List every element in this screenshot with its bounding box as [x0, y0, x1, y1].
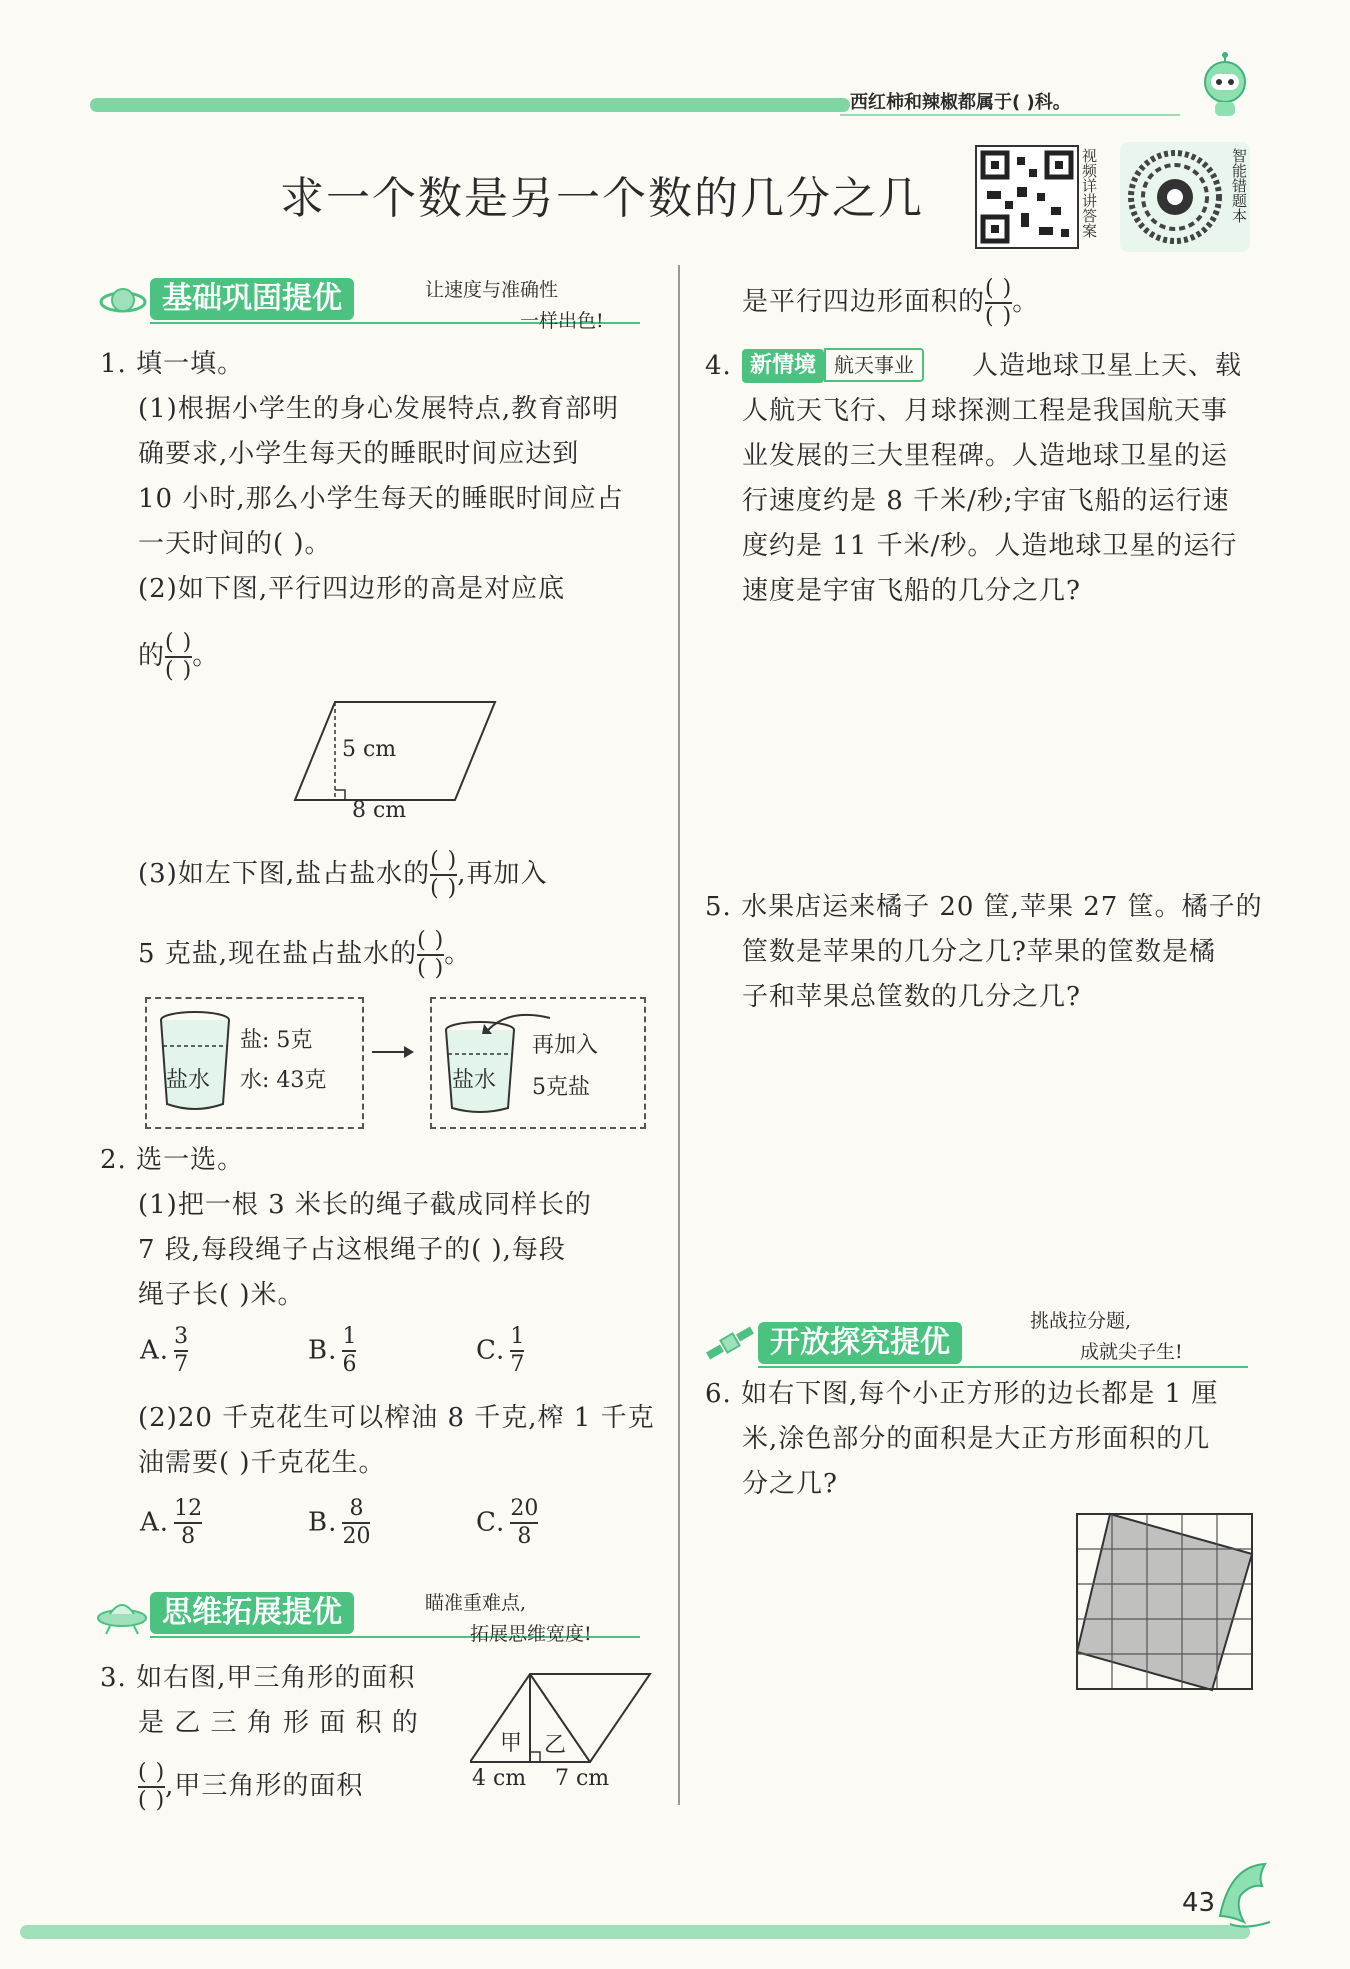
q5-line3: 子和苹果总筐数的几分之几?: [742, 982, 1081, 1012]
option-fraction: [510, 1324, 524, 1378]
q4-line4: 行速度约是 8 千米/秒;宇宙飞船的运行速: [742, 486, 1230, 516]
q4-line6: 速度是宇宙飞船的几分之几?: [742, 576, 1081, 606]
q3-line3: [138, 1760, 363, 1814]
cup1-water: 水: 43克: [240, 1068, 327, 1093]
planet-icon: [98, 278, 148, 324]
cup2-add-line1: 再加入: [532, 1033, 599, 1058]
q2-p2-line2: 油需要( )千克花生。: [138, 1448, 386, 1478]
q1-p2-line1: (2)如下图,平行四边形的高是对应底: [138, 574, 566, 604]
section-thinking-slogan1: 瞄准重难点,: [425, 1592, 527, 1614]
q4-line3: 业发展的三大里程碑。人造地球卫星的运: [742, 441, 1229, 471]
q3-text-b: ,甲三角形的面积: [165, 1771, 364, 1801]
frac-num: 1: [342, 1324, 357, 1349]
frac-den: 7: [510, 1352, 525, 1377]
q3-cont-text-a: 是平行四边形面积的: [742, 287, 986, 317]
q1-title: 1. 填一填。: [100, 349, 245, 379]
qr1-label: 视频详讲答案: [1080, 148, 1098, 238]
q2-p1-option-a[interactable]: [140, 1324, 188, 1378]
q2-title: 2. 选一选。: [100, 1145, 245, 1175]
q4-tag-topic: 航天事业: [824, 348, 924, 382]
frac-den: 20: [342, 1524, 371, 1549]
arrow-right-icon: [370, 1044, 414, 1060]
frac-num: ( ): [430, 848, 458, 873]
frac-num: 8: [349, 1496, 364, 1521]
q1-p1-line4: 一天时间的( )。: [138, 529, 332, 559]
frac-den: 8: [510, 1522, 538, 1550]
section-open-slogan1: 挑战拉分题,: [1030, 1310, 1132, 1332]
q3-line1: 3. 如右图,甲三角形的面积: [100, 1663, 416, 1693]
q5-line1: 5. 水果店运来橘子 20 筐,苹果 27 筐。橘子的: [705, 892, 1263, 922]
q1-p3-text-d: 。: [444, 939, 472, 969]
q4-tags: [742, 348, 924, 383]
cup1-salt: 盐: 5克: [240, 1028, 313, 1053]
q1-p3-text-c: 5 克盐,现在盐占盐水的: [138, 939, 418, 969]
section-basic-banner: 基础巩固提优: [150, 278, 354, 320]
qr2-label: 智能错题本: [1230, 148, 1248, 223]
q1-p2-line2: [138, 630, 219, 684]
q1-p2-text-a: 的: [138, 641, 166, 671]
page-number: 43: [1182, 1888, 1216, 1918]
cup1-label: 盐水: [166, 1068, 211, 1093]
qr-round-icon: [1120, 142, 1230, 252]
q4-tag-new-context: 新情境: [742, 349, 824, 383]
option-label: C.: [476, 1507, 506, 1538]
shaded-square: [1077, 1514, 1252, 1690]
grid-square-figure: [1075, 1512, 1257, 1694]
q2-p1-line1: (1)把一根 3 米长的绳子截成同样长的: [138, 1190, 592, 1220]
q1-p3-fraction-blank-2[interactable]: [417, 928, 444, 982]
q4-number: 4.: [705, 351, 732, 381]
q1-p3-text-a: (3)如左下图,盐占盐水的: [138, 859, 431, 889]
option-label: B.: [308, 1507, 338, 1538]
header-underline: [840, 114, 1180, 116]
q3-cont-text-b: 。: [1012, 287, 1040, 317]
q1-p3-line1: [138, 848, 548, 902]
q6-line2: 米,涂色部分的面积是大正方形面积的几: [742, 1424, 1211, 1454]
section-open-banner: 开放探究提优: [758, 1322, 962, 1364]
column-divider: [678, 265, 680, 1805]
fig-base-label: 8 cm: [352, 798, 407, 823]
frac-den: ( ): [417, 956, 445, 981]
q3-fraction-blank-1[interactable]: [138, 1760, 165, 1814]
fig-yi-label: 乙: [544, 1733, 567, 1758]
cup2-label: 盐水: [452, 1068, 497, 1093]
frac-den: 6: [342, 1352, 357, 1377]
q1-p3-line2: [138, 928, 471, 982]
q2-p2-option-c[interactable]: [476, 1496, 538, 1550]
satellite-icon: [705, 1322, 755, 1366]
q1-p1-line2: 确要求,小学生每天的睡眠时间应达到: [138, 439, 580, 469]
q2-p2-option-b[interactable]: [308, 1496, 370, 1550]
section-thinking-slogan2: 拓展思维宽度!: [470, 1623, 592, 1645]
frac-den: ( ): [430, 876, 458, 901]
q2-p2-line1: (2)20 千克花生可以榨油 8 千克,榨 1 千克: [138, 1403, 655, 1433]
q3-line2: 是 乙 三 角 形 面 积 的: [138, 1708, 419, 1738]
q2-p1-option-b[interactable]: [308, 1324, 356, 1378]
section-basic-slogan1: 让速度与准确性: [425, 279, 559, 301]
section-thinking-banner: 思维拓展提优: [150, 1592, 354, 1634]
q1-p3-fraction-blank-1[interactable]: [430, 848, 457, 902]
header-decor-bar: [90, 98, 850, 112]
page-title: 求一个数是另一个数的几分之几: [280, 173, 924, 224]
frac-num: 20: [510, 1496, 539, 1521]
q2-p2-option-a[interactable]: [140, 1496, 202, 1550]
section-basic-slogan2: 一样出色!: [520, 310, 604, 332]
q1-p3-text-b: ,再加入: [457, 859, 548, 889]
q2-p1-options: [140, 1324, 560, 1390]
qr-pattern-icon: [977, 147, 1077, 247]
frac-num: ( ): [165, 630, 193, 655]
option-fraction: [510, 1496, 538, 1550]
q1-p2-fraction-blank[interactable]: [165, 630, 192, 684]
option-fraction: [342, 1496, 370, 1550]
option-fraction: [174, 1496, 202, 1550]
footer-decor-bar: [20, 1925, 1250, 1939]
q2-p1-option-c[interactable]: [476, 1324, 524, 1378]
option-fraction: [342, 1324, 356, 1378]
q4-line5: 度约是 11 千米/秒。人造地球卫星的运行: [742, 531, 1238, 561]
qr-code-video[interactable]: [975, 145, 1079, 249]
q2-p1-line2: 7 段,每段绳子占这根绳子的( ),每段: [138, 1235, 566, 1265]
dolphin-icon: [1210, 1856, 1280, 1932]
option-label: B.: [308, 1335, 338, 1366]
header-hint: 西红柿和辣椒都属于( )科。: [850, 92, 1071, 113]
q5-line2: 筐数是苹果的几分之几?苹果的筐数是橘: [742, 937, 1216, 967]
q3-continuation: [742, 276, 1039, 330]
fig-height-label: 5 cm: [342, 737, 397, 762]
option-label: A.: [140, 1335, 170, 1366]
ufo-icon: [96, 1592, 148, 1636]
frac-den: 8: [174, 1522, 202, 1550]
q6-line3: 分之几?: [742, 1469, 838, 1499]
frac-num: 3: [174, 1324, 189, 1349]
frac-num: ( ): [417, 928, 445, 953]
option-label: A.: [140, 1507, 170, 1538]
frac-num: 1: [510, 1324, 525, 1349]
fig-jia-label: 甲: [500, 1731, 523, 1756]
frac-num: ( ): [138, 1760, 166, 1785]
frac-den: ( ): [165, 658, 193, 683]
q1-p2-text-b: 。: [192, 641, 220, 671]
q3-fraction-blank-2[interactable]: [985, 276, 1012, 330]
fig-base1-label: 4 cm: [472, 1766, 527, 1791]
q1-p1-line1: (1)根据小学生的身心发展特点,教育部明: [138, 394, 620, 424]
cup2-add-line2: 5克盐: [532, 1075, 590, 1100]
option-label: C.: [476, 1335, 506, 1366]
q1-p1-line3: 10 小时,那么小学生每天的睡眠时间应占: [138, 484, 624, 514]
q2-p1-line3: 绳子长( )米。: [138, 1280, 305, 1310]
robot-mascot-icon: [1195, 52, 1255, 122]
option-fraction: [174, 1324, 188, 1378]
q6-line1: 6. 如右下图,每个小正方形的边长都是 1 厘: [705, 1379, 1219, 1409]
frac-num: 12: [174, 1496, 203, 1521]
q4-line2: 人航天飞行、月球探测工程是我国航天事: [742, 396, 1229, 426]
fig-base2-label: 7 cm: [555, 1766, 610, 1791]
q2-p2-options: [140, 1496, 560, 1562]
frac-den: ( ): [138, 1788, 166, 1813]
q4-line1: 人造地球卫星上天、载: [972, 351, 1243, 381]
frac-num: ( ): [985, 276, 1013, 301]
frac-den: ( ): [985, 304, 1013, 329]
section-open-slogan2: 成就尖子生!: [1080, 1341, 1183, 1363]
frac-den: 7: [174, 1352, 189, 1377]
